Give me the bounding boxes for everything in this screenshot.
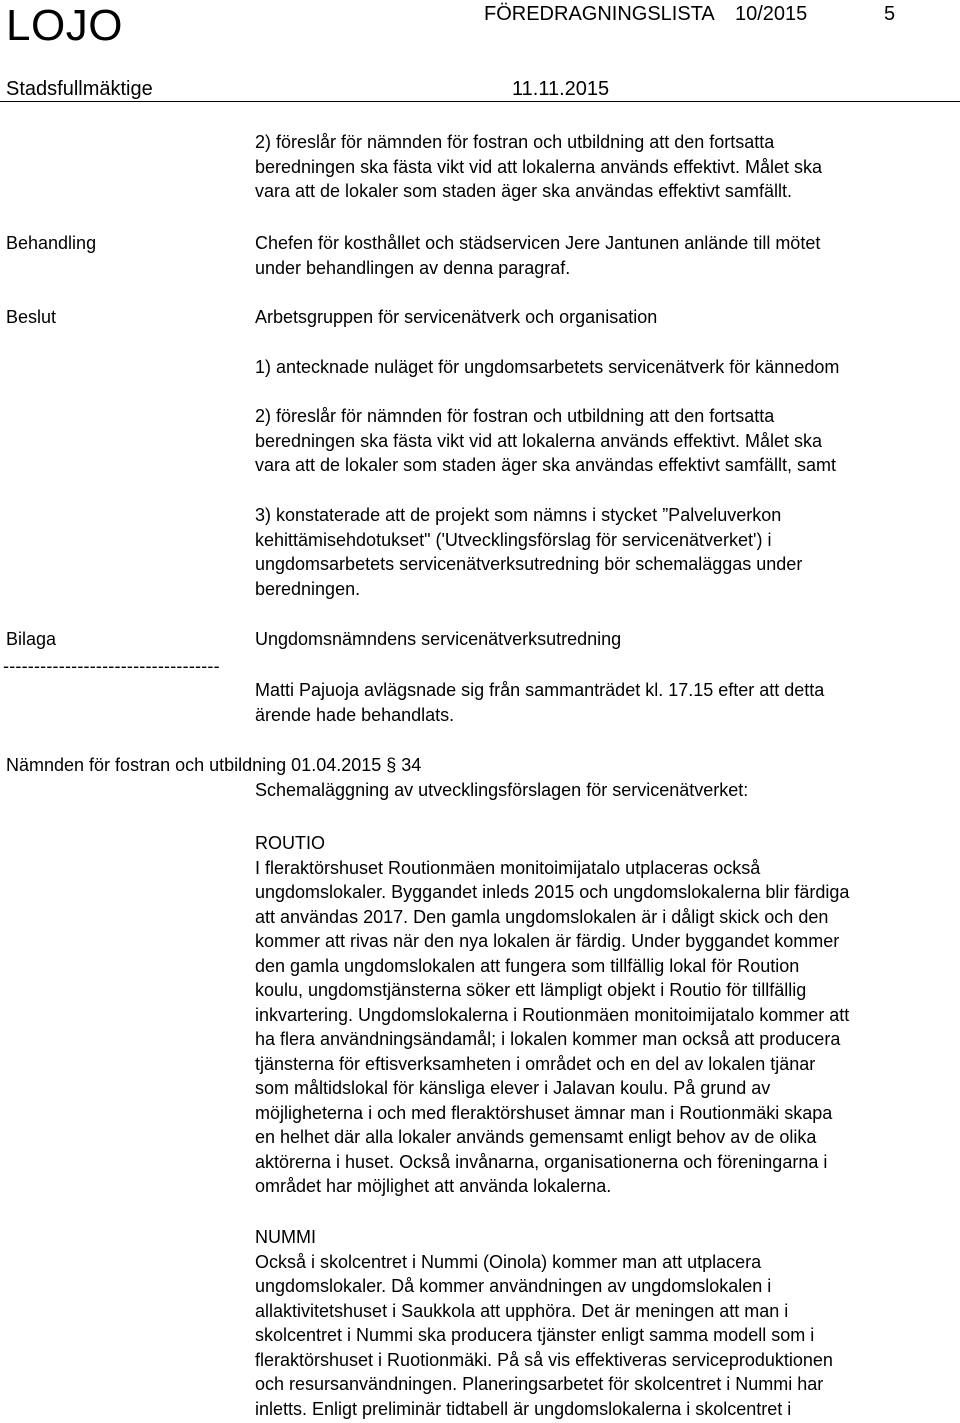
text-line: området har möjlighet att använda lokalerna. [255, 1176, 612, 1196]
beslut-item-3 [255, 503, 802, 601]
text-line: I fleraktörshuset Routionmäen monitoimijatalo utplaceras också [255, 857, 761, 878]
text-line: skolcentret i Nummi ska producera tjänster enligt samma modell som i [255, 1325, 815, 1345]
nummi-heading: NUMMI [255, 1227, 316, 1247]
document-title: FÖREDRAGNINGSLISTA [484, 3, 715, 25]
nummi-section [255, 1225, 833, 1421]
text-line: tjänsterna för eftisverksamheten i området och en del av lokalen tjänar [255, 1053, 816, 1074]
beslut-label: Beslut [6, 307, 57, 327]
meeting-body: Stadsfullmäktige [6, 78, 153, 100]
page-number: 5 [884, 3, 896, 25]
text-line: Schemaläggning av utvecklingsförslagen för servicenätverket: [255, 780, 749, 800]
text-line: Också i skolcentret i Nummi (Oinola) kommer man att utplacera [255, 1251, 762, 1272]
text-line: koulu, ungdomstjänsterna söker ett lämpligt objekt i Routio för tillfällig [255, 980, 807, 1000]
behandling-label: Behandling [6, 233, 97, 253]
text-line: allaktivitetshuset i Saukkola att upphöra. Det är meningen att man i [255, 1300, 789, 1321]
text-line: beredningen. [255, 578, 361, 599]
text-line: beredningen ska fästa vikt vid att lokalerna används effektivt. Målet ska [255, 156, 822, 177]
text-line: inletts. Enligt preliminär tidtabell är ungdomslokalerna i skolcentret i [255, 1398, 792, 1419]
text-line: vara att de lokaler som staden äger ska användas effektivt samfällt, samt [255, 455, 836, 475]
text-line: Chefen för kosthållet och städservicen Jere Jantunen anlände till mötet [255, 233, 821, 253]
text-line: vara att de lokaler som staden äger ska användas effektivt samfällt. [255, 181, 792, 201]
bilaga-text [255, 627, 621, 652]
text-line: fleraktörshuset i Ruotionmäki. På så vis effektiveras serviceproduktionen [255, 1349, 833, 1370]
absence-note [255, 678, 824, 727]
text-line: ärende hade behandlats. [255, 704, 455, 725]
text-line: en helhet där alla lokaler används gemensamt enligt behov av de olika [255, 1127, 817, 1147]
text-line: 2) föreslår för nämnden för fostran och utbildning att den fortsatta [255, 132, 775, 152]
text-line: kommer att rivas när den nya lokalen är färdig. Under byggandet kommer [255, 931, 840, 951]
text-line: som måltidslokal för känsliga elever i Jalavan koulu. På grund av [255, 1078, 771, 1098]
text-line: att användas 2017. Den gamla ungdomslokalen är i dåligt skick och den [255, 906, 829, 927]
text-line: under behandlingen av denna paragraf. [255, 257, 571, 278]
text-line: Matti Pajuoja avlägsnade sig från sammanträdet kl. 17.15 efter att detta [255, 680, 825, 700]
dashed-separator: ----------------------------------- [3, 656, 220, 676]
text-line: inkvartering. Ungdomslokalerna i Routionmäen monitoimijatalo kommer att [255, 1004, 850, 1025]
text-line: kehittämisehdotukset" ('Utvecklingsförslag för servicenätverket') i [255, 529, 772, 550]
text-line: ungdomsarbetets servicenätverksutredning bör schemaläggas under [255, 554, 803, 574]
text-line: ungdomslokaler. Då kommer användningen av ungdomslokalen i [255, 1276, 772, 1296]
text-line: och resursanvändningen. Planeringsarbetet för skolcentret i Nummi har [255, 1374, 824, 1394]
text-line: 3) konstaterade att de projekt som nämns i stycket ”Palveluverkon [255, 505, 782, 525]
logo: LOJO [6, 1, 123, 50]
text-line: den gamla ungdomslokalen att fungera som tillfällig lokal för Roution [255, 955, 800, 976]
meeting-date: 11.11.2015 [512, 78, 610, 100]
intro-paragraph [255, 130, 822, 204]
document-number: 10/2015 [735, 3, 808, 25]
text-line: aktörerna i huset. Också invånarna, organisationerna och föreningarna i [255, 1151, 828, 1172]
bilaga-label: Bilaga [6, 629, 57, 649]
header-rule [0, 101, 960, 102]
routio-section [255, 831, 849, 1199]
section-subtitle [255, 778, 748, 803]
text-line: möjligheterna i och med fleraktörshuset ämnar man i Routionmäki skapa [255, 1102, 833, 1123]
beslut-item-2 [255, 404, 836, 478]
routio-heading: ROUTIO [255, 833, 325, 853]
text-line: 1) antecknade nuläget för ungdomsarbetets servicenätverk för kännedom [255, 357, 840, 377]
beslut-heading [255, 305, 657, 330]
text-line: Arbetsgruppen för servicenätverk och organisation [255, 307, 658, 327]
section-title: Nämnden för fostran och utbildning 01.04.2015 § 34 [6, 755, 422, 775]
text-line: ha flera användningsändamål; i lokalen kommer man också att producera [255, 1029, 841, 1049]
beslut-item-1 [255, 355, 839, 380]
text-line: beredningen ska fästa vikt vid att lokalerna används effektivt. Målet ska [255, 430, 822, 451]
text-line: 2) föreslår för nämnden för fostran och utbildning att den fortsatta [255, 406, 775, 426]
text-line: Ungdomsnämndens servicenätverksutredning [255, 629, 622, 649]
text-line: ungdomslokaler. Byggandet inleds 2015 och ungdomslokalerna blir färdiga [255, 882, 850, 902]
behandling-text [255, 231, 820, 280]
